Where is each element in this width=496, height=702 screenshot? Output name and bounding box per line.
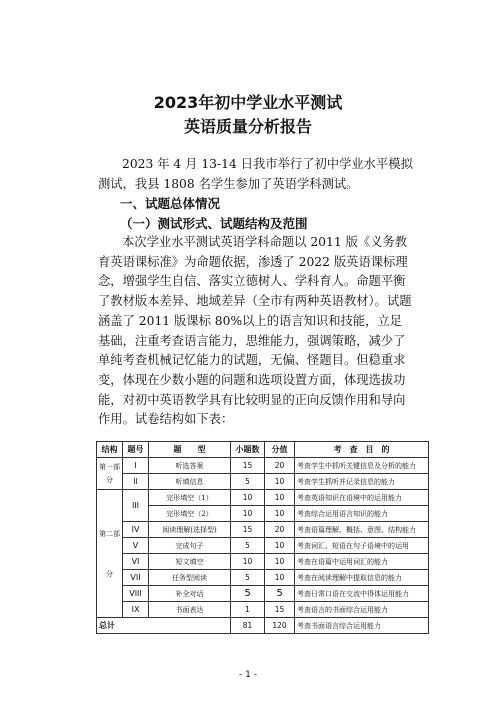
item-type: 书面表达 <box>149 602 231 618</box>
item-objective: 考查综合运用语言知识的能力 <box>295 506 429 522</box>
report-title-line1: 2023年初中学业水平测试 <box>153 93 343 112</box>
item-objective: 考查在阅读理解中提取信息的能力 <box>295 570 429 586</box>
header-score: 分值 <box>265 442 295 458</box>
item-count: 1 <box>231 602 265 618</box>
body-paragraph: 本次学业水平测试英语学科命题以 2011 版《义务教育英语课标准》为命题依据，渗透了 2022 版英语课标理念，增强学生自信、落实立德树人、学科育人。命题平衡了教材版本差异、地域差异（全市有两种英语教材）。试题涵盖了 2011 版课标 80%以上的语言知识和技能，立足基础，注重考查语言能力，思维能力，强调策略，减少了单纯考查机械记忆能力的试题，无偏、怪题目。但稳重求变，体现在少数小题的问题和选项设置方面，体现选拔功能，对初中英语教学具有比较明显的正向反馈作用和导向作用。试卷结构如下表： <box>98 235 412 427</box>
item-count: 10 <box>231 490 265 506</box>
item-no: VII <box>123 570 149 586</box>
item-score: 20 <box>265 522 295 538</box>
table-header-row <box>97 442 429 458</box>
total-score: 120 <box>265 618 295 634</box>
part1-cell: 第一部分 <box>97 458 123 490</box>
table-row <box>97 474 429 490</box>
item-score: 10 <box>265 474 295 490</box>
item-score: 10 <box>265 554 295 570</box>
item-type: 阅读理解(选择型) <box>149 522 231 538</box>
item-objective: 考查日常口语在交流中得体运用能力 <box>295 586 429 602</box>
item-type: 听选答案 <box>149 458 231 474</box>
table-row <box>97 602 429 618</box>
item-type: 听填信息 <box>149 474 231 490</box>
total-count: 81 <box>231 618 265 634</box>
item-objective: 考查词汇、短语在句子语境中的运用 <box>295 538 429 554</box>
section-heading: 一、试题总体情况 <box>120 196 221 211</box>
item-objective: 考查英语知识在语境中的运用能力 <box>295 490 429 506</box>
item-objective: 考查在语篇中运用词汇的能力 <box>295 554 429 570</box>
header-structure: 结构 <box>97 442 123 458</box>
item-no: III <box>123 490 149 522</box>
item-type: 任务型阅读 <box>149 570 231 586</box>
item-no: VI <box>123 554 149 570</box>
header-type: 题 型 <box>149 442 231 458</box>
table-row <box>97 554 429 570</box>
item-objective: 考查学生中抓听关键信息及分析的能力 <box>295 458 429 474</box>
item-count: 5 <box>231 586 265 602</box>
item-count: 5 <box>231 538 265 554</box>
item-score: 15 <box>265 602 295 618</box>
item-objective: 考查语篇理解、概括、意图、结构能力 <box>295 522 429 538</box>
item-objective: 考查学生抓听并记录信息的能力 <box>295 474 429 490</box>
item-type: 补全对话 <box>149 586 231 602</box>
header-item: 题号 <box>123 442 149 458</box>
item-type: 短文填空 <box>149 554 231 570</box>
item-count: 15 <box>231 458 265 474</box>
item-no: VIII <box>123 586 149 602</box>
subsection-heading: （一）测试形式、试题结构及范围 <box>120 216 308 231</box>
report-title-line2: 英语质量分析报告 <box>183 117 312 136</box>
item-count: 10 <box>231 554 265 570</box>
item-no: I <box>123 458 149 474</box>
table-total-row <box>97 618 429 634</box>
item-score: 10 <box>265 490 295 506</box>
item-no: IV <box>123 522 149 538</box>
total-label: 总计 <box>97 618 231 634</box>
item-no: V <box>123 538 149 554</box>
item-score: 5 <box>265 586 295 602</box>
item-type: 完成句子 <box>149 538 231 554</box>
item-count: 5 <box>231 570 265 586</box>
item-type: 完形填空（1） <box>149 490 231 506</box>
total-objective: 考查书面语言综合运用能力 <box>295 618 429 634</box>
page-number: - 1 - <box>239 670 257 680</box>
table-row <box>97 570 429 586</box>
item-score: 10 <box>265 538 295 554</box>
item-score: 10 <box>265 570 295 586</box>
item-no: IX <box>123 602 149 618</box>
header-count: 小题数 <box>231 442 265 458</box>
item-no: II <box>123 474 149 490</box>
item-count: 15 <box>231 522 265 538</box>
item-count: 10 <box>231 506 265 522</box>
item-count: 5 <box>231 474 265 490</box>
item-objective: 考查语言的书面综合运用能力 <box>295 602 429 618</box>
table-row <box>97 538 429 554</box>
exam-structure-table <box>96 441 429 634</box>
table-row <box>97 522 429 538</box>
header-objective: 考 查 目 的 <box>295 442 429 458</box>
item-score: 10 <box>265 506 295 522</box>
table-row <box>97 586 429 602</box>
item-type: 完形填空（2） <box>149 506 231 522</box>
part2-cell: 第二部分 <box>97 490 123 618</box>
item-score: 20 <box>265 458 295 474</box>
intro-paragraph: 2023 年 4 月 13-14 日我市举行了初中学业水平模拟测试，我县 1808 名学生参加了英语学科测试。 <box>98 157 413 191</box>
table-row <box>97 458 429 474</box>
table-row <box>97 490 429 506</box>
